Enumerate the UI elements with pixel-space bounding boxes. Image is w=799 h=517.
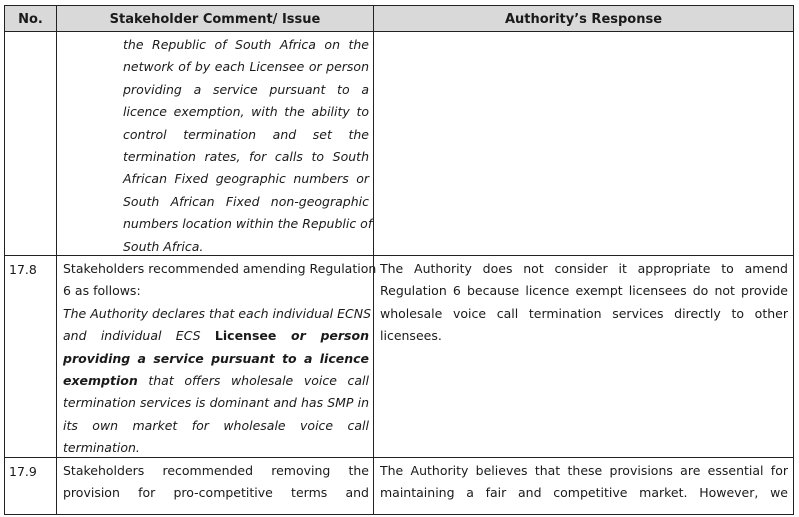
comment-line: Stakeholders recommended removing the (63, 463, 369, 478)
comment-line: termination services is dominant and has SMP in (63, 395, 369, 411)
comment-cell (56, 255, 377, 458)
quote-bold-text: or person (276, 328, 369, 344)
comment-line: The Authority declares that each individual ECNS (63, 305, 372, 321)
comment-line (63, 370, 369, 392)
response-line: Regulation 6 because licence exempt licensees do not provide (380, 283, 788, 299)
row-number: 17.8 (4, 255, 57, 458)
comment-line: termination. (63, 440, 140, 456)
comment-line: network of by each Licensee or person (123, 59, 369, 75)
comment-line: its own market for wholesale voice call (63, 417, 369, 433)
comment-line: South Africa. (123, 238, 204, 254)
header-comment: Stakeholder Comment/ Issue (56, 5, 374, 32)
comment-line: the Republic of South Africa on the (123, 37, 369, 52)
comment-line: providing a service pursuant to a (123, 81, 369, 97)
response-cell (373, 255, 794, 458)
comment-line: termination rates, for calls to South (123, 148, 369, 164)
row-number: 17.9 (4, 457, 57, 515)
response-line: licensees. (380, 328, 442, 344)
response-cell (373, 457, 794, 515)
response-line: The Authority does not consider it appropriate to amend (380, 261, 788, 276)
comment-line: numbers location within the Republic of (123, 216, 373, 232)
comment-line: African Fixed geographic numbers or (123, 171, 369, 187)
response-line: wholesale voice call termination services directly to other (380, 305, 788, 321)
response-line: maintaining a fair and competitive market. However, we (380, 485, 788, 501)
comment-line: control termination and set the (123, 126, 369, 142)
row-number (4, 31, 57, 256)
comment-line: provision for pro-competitive terms and (63, 485, 369, 501)
comment-line (63, 325, 369, 347)
comment-cell (56, 31, 374, 256)
response-line: The Authority believes that these provisions are essential for (380, 463, 788, 478)
comment-line: providing a service pursuant to a licence (63, 350, 369, 366)
comment-line: 6 as follows: (63, 283, 141, 299)
response-cell (373, 31, 794, 256)
comments-table (4, 5, 794, 515)
header-response: Authority’s Response (373, 5, 794, 32)
quote-text: and individual ECS (63, 328, 215, 344)
comment-line: South African Fixed non-geographic (123, 193, 369, 209)
quote-text: that offers wholesale voice call (137, 372, 369, 388)
comment-line: licence exemption, with the ability to (123, 104, 369, 120)
quote-bold-text: exemption (63, 372, 138, 388)
quote-bold-text: Licensee (214, 328, 277, 344)
header-no: No. (4, 5, 57, 32)
comment-line: Stakeholders recommended amending Regulation (63, 261, 377, 276)
comment-cell (56, 457, 374, 515)
